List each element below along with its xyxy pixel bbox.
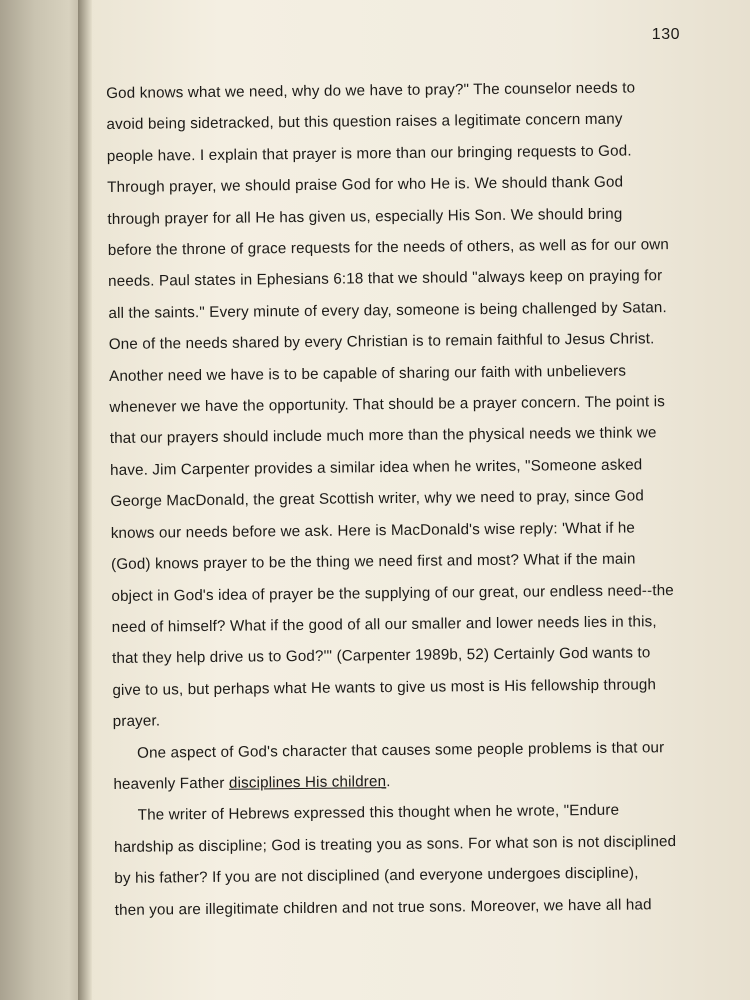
book-gutter (78, 0, 92, 1000)
text-line: that they help drive us to God?'" (Carpenter 1989b, 52) Certainly God wants to (111, 644, 651, 668)
underlined-phrase: disciplines His children (228, 773, 387, 792)
body-text (106, 72, 695, 926)
text-line: Through prayer, we should praise God for who He is. We should thank God (107, 173, 624, 197)
text-line: whenever we have the opportunity. That should be a prayer concern. The point is (109, 393, 666, 417)
text-line: knows our needs before we ask. Here is MacDonald's wise reply: 'What if he (110, 519, 636, 542)
text-line: before the throne of grace requests for the needs of others, as well as for our own (107, 236, 670, 260)
text-line: Another need we have is to be capable of sharing our faith with unbelievers (109, 362, 627, 385)
text-line: that our prayers should include much more than the physical needs we think we (109, 424, 657, 448)
text-line: need of himself? What if the good of all our smaller and lower needs lies in this, (111, 613, 657, 636)
text-line: God knows what we need, why do we have to pray?" The counselor needs to (106, 79, 636, 102)
book-page (88, 0, 750, 1000)
text-line: One of the needs shared by every Christian is to remain faithful to Jesus Christ. (108, 330, 655, 354)
paragraph-3-line: then you are illegitimate children and not true sons. Moreover, we have all had (114, 895, 652, 919)
text-line: object in God's idea of prayer be the supplying of our great, our endless need--the (111, 581, 674, 605)
text-segment: heavenly Father (113, 774, 230, 793)
text-line: George MacDonald, the great Scottish writer, why we need to pray, since God (110, 487, 645, 511)
text-segment: . (386, 772, 391, 791)
page-number: 130 (651, 26, 680, 43)
text-line: avoid being sidetracked, but this question raises a legitimate concern many (106, 110, 623, 134)
paragraph-2-line-1: One aspect of God's character that causes some people problems is that our (136, 738, 665, 762)
text-line: all the saints." Every minute of every day, someone is being challenged by Satan. (108, 298, 667, 322)
text-line: have. Jim Carpenter provides a similar idea when he writes, "Someone asked (110, 456, 643, 479)
text-line: needs. Paul states in Ephesians 6:18 that we should "always keep on praying for (108, 267, 663, 291)
text-line: (God) knows prayer to be the thing we need first and most? What if the main (111, 550, 636, 574)
text-line: through prayer for all He has given us, especially His Son. We should bring (107, 205, 623, 228)
text-line: people have. I explain that prayer is more than our bringing requests to God. (106, 142, 632, 165)
facing-page-edge (0, 0, 86, 1000)
paragraph-3-line: by his father? If you are not disciplined (and everyone undergoes discipline), (114, 864, 639, 888)
text-line: give to us, but perhaps what He wants to give us most is His fellowship through (112, 675, 657, 699)
text-line: prayer. (112, 712, 161, 731)
paragraph-3-line: The writer of Hebrews expressed this thought when he wrote, "Endure (137, 802, 620, 825)
paragraph-3-line: hardship as discipline; God is treating you as sons. For what son is not disciplined (113, 832, 677, 856)
